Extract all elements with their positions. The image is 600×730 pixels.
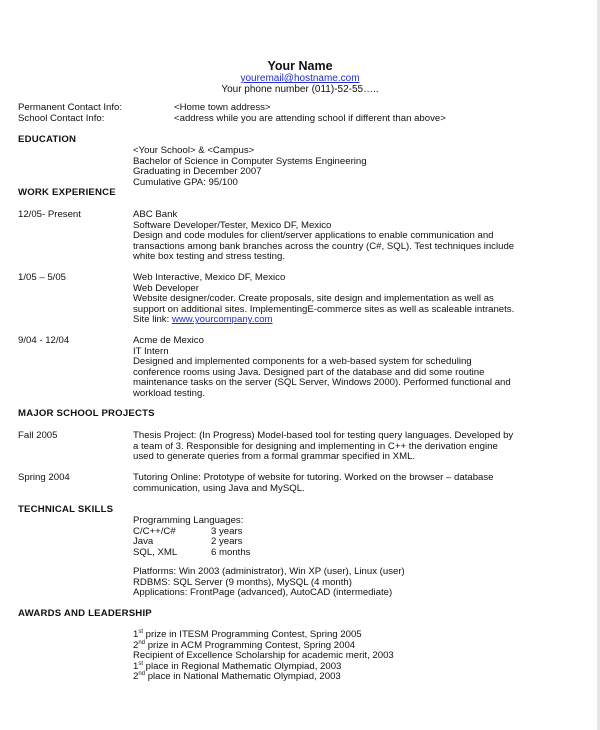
awards-block	[133, 630, 394, 683]
job-line: maintenance tasks on the server (SQL Server, Windows 2000). Performed functional and	[133, 377, 511, 389]
project-entry	[133, 431, 513, 463]
education-degree: Bachelor of Science in Computer Systems Engineering	[133, 155, 367, 167]
project-entry	[133, 473, 494, 494]
language-years: 2 years	[211, 536, 243, 548]
project-date: Fall 2005	[18, 430, 58, 441]
award-text: prize in ITESM Programming Contest, Spring 2005	[143, 629, 362, 640]
project-line: a team of 3. Responsible for designing and implementing in C++ the derivation engine	[133, 440, 498, 452]
school-contact-value: <address while you are attending school if different than above>	[174, 113, 446, 124]
award-text: prize in ACM Programming Contest, Spring 2004	[145, 639, 356, 651]
award-ordinal: st	[138, 660, 144, 667]
award-rank: 2	[133, 671, 139, 683]
skills-line: RDBMS: SQL Server (9 months), MySQL (4 month)	[133, 576, 352, 588]
skills-heading: TECHNICAL SKILLS	[18, 504, 114, 515]
job-entry	[133, 273, 514, 326]
job-line: Acme de Mexico	[133, 335, 204, 346]
job-line: Designed and implemented components for a web-based system for scheduling	[133, 356, 472, 368]
job-line: ABC Bank	[133, 209, 178, 220]
skills-line: Applications: FrontPage (advanced), AutoCAD (intermediate)	[133, 587, 393, 599]
site-link-line	[133, 315, 514, 326]
job-line: white box testing and stress testing.	[133, 251, 285, 263]
project-date: Spring 2004	[18, 472, 70, 483]
language-years: 3 years	[211, 525, 243, 537]
email-line	[0, 74, 600, 85]
job-line: support on additional sites. ImplementingE-commerce sites as well as scaleable intranets.	[133, 303, 515, 315]
site-link-label: Site link:	[133, 314, 172, 326]
job-line: Web Interactive, Mexico DF, Mexico	[133, 272, 286, 283]
job-line: conference rooms using Java. Designed part of the database and did some routine	[133, 366, 485, 378]
education-school: <Your School> & <Campus>	[133, 145, 255, 156]
site-link[interactable]: www.yourcompany.com	[171, 314, 273, 326]
award-ordinal: nd	[138, 671, 146, 678]
phone-line: Your phone number (011)-52-55…..	[221, 84, 379, 95]
project-line: communication, using Java and MySQL.	[133, 482, 305, 494]
job-line: transactions among bank branches across the country (C#, SQL). Test techniques include	[133, 240, 515, 252]
project-line: Thesis Project: (In Progress) Model-based tool for testing query languages. Developed by	[133, 430, 514, 441]
education-gpa: Cumulative GPA: 95/100	[133, 176, 238, 188]
school-contact-label: School Contact Info:	[18, 113, 105, 124]
job-line: workload testing.	[133, 387, 205, 399]
award-text: place in National Mathematic Olympiad, 2003	[145, 671, 341, 683]
job-line: Web Developer	[133, 282, 199, 294]
project-line: used to generate queries from a formal grammar specified in XML.	[133, 451, 416, 463]
projects-heading: MAJOR SCHOOL PROJECTS	[18, 408, 155, 419]
work-heading: WORK EXPERIENCE	[18, 187, 116, 198]
language-name: C/C++/C#	[133, 525, 176, 537]
project-line: Tutoring Online: Prototype of website for tutoring. Worked on the browser – database	[133, 472, 494, 483]
job-line: IT Intern	[133, 345, 169, 357]
email-link[interactable]: youremail@hostname.com	[240, 73, 360, 84]
skills-block	[133, 516, 250, 558]
job-line: Design and code modules for client/server applications to enable communication and	[133, 230, 494, 242]
skills-line: Platforms: Win 2003 (administrator), Win XP (user), Linux (user)	[133, 566, 405, 577]
awards-heading: AWARDS AND LEADERSHIP	[18, 608, 152, 619]
language-row	[133, 548, 250, 559]
job-entry	[133, 336, 511, 400]
job-date: 12/05- Present	[18, 209, 81, 220]
award-text: place in Regional Mathematic Olympiad, 2003	[143, 660, 342, 672]
language-name: SQL, XML	[133, 546, 178, 558]
skills-other	[133, 567, 405, 599]
award-rank: 2	[133, 639, 139, 651]
award-text: Recipient of Excellence Scholarship for academic merit, 2003	[133, 650, 394, 662]
language-years: 6 months	[211, 546, 251, 558]
award-ordinal: nd	[138, 639, 146, 646]
resume-name: Your Name	[267, 59, 333, 73]
permanent-contact-value: <Home town address>	[174, 102, 271, 113]
job-line: Software Developer/Tester, Mexico DF, Mexico	[133, 219, 332, 231]
job-date: 1/05 – 5/05	[18, 272, 67, 283]
education-block	[133, 146, 367, 188]
education-graduation: Graduating in December 2007	[133, 166, 262, 178]
job-entry	[133, 210, 514, 263]
award-item	[133, 672, 394, 683]
languages-label: Programming Languages:	[133, 515, 244, 526]
job-date: 9/04 - 12/04	[18, 335, 70, 346]
award-ordinal: st	[138, 629, 144, 635]
permanent-contact-label: Permanent Contact Info:	[18, 102, 122, 113]
award-rank: 1	[133, 660, 139, 672]
education-heading: EDUCATION	[18, 134, 77, 145]
award-rank: 1	[133, 629, 139, 640]
language-name: Java	[133, 536, 154, 548]
job-line: Website designer/coder. Create proposals, site design and implementation as well as	[133, 293, 494, 305]
